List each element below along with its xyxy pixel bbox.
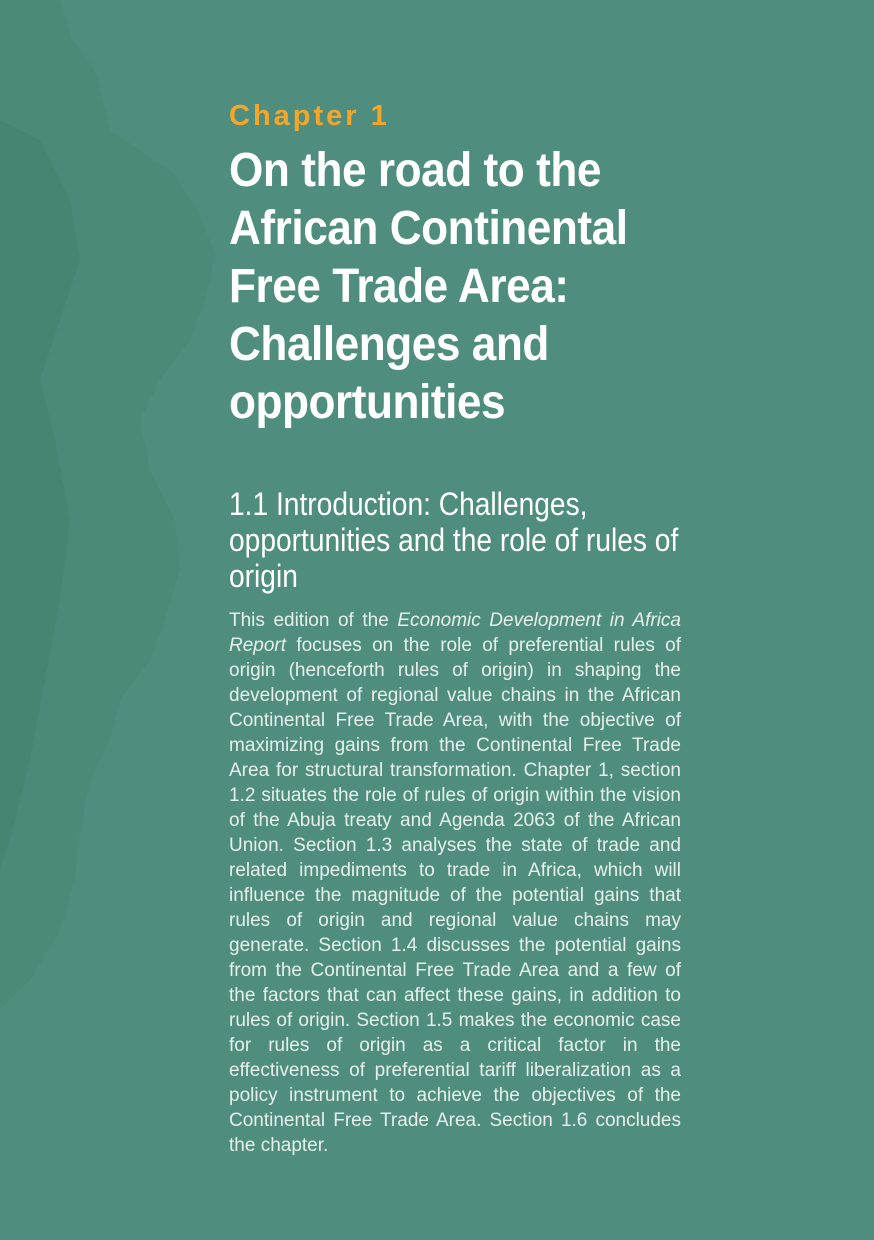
map-outline-shape (0, 0, 215, 1010)
chapter-label: Chapter 1 (229, 100, 390, 132)
chapter-opening (229, 98, 681, 1158)
body-text: focuses on the role of preferential rules of origin (henceforth rules of origin) in shaping the development of regional value chains in the African Continental Free Trade Area, with the objective of maximizing gains from the Continental Free Trade Area for structural transformation. Chapter 1, section 1.2 situates the role of rules of origin within the vision of the Abuja treaty and Agenda 2063 of the African Union. Section 1.3 analyses the state of trade and related impediments to trade in Africa, which will influence the magnitude of the potential gains that rules of origin and regional value chains may generate. Section 1.4 discusses the potential gains from the Continental Free Trade Area and a few of the factors that can affect these gains, in addition to rules of origin. Section 1.5 makes the economic case for rules of origin as a critical factor in the effectiveness of preferential tariff liberalization as a policy instrument to achieve the objectives of the Continental Free Trade Area. Section 1.6 concludes the chapter. (229, 635, 681, 1156)
report-name: Economic Development in Africa Report (229, 610, 681, 656)
section-heading: 1.1 Introduction: Challenges, opportunities and the role of rules of origin (229, 486, 679, 594)
map-inner-shape (0, 120, 80, 870)
chapter-title: On the road to the African Continental Free Trade Area: Challenges and opportunities (229, 144, 628, 429)
body-paragraph (229, 608, 681, 1158)
body-intro: This edition of the (229, 610, 398, 631)
